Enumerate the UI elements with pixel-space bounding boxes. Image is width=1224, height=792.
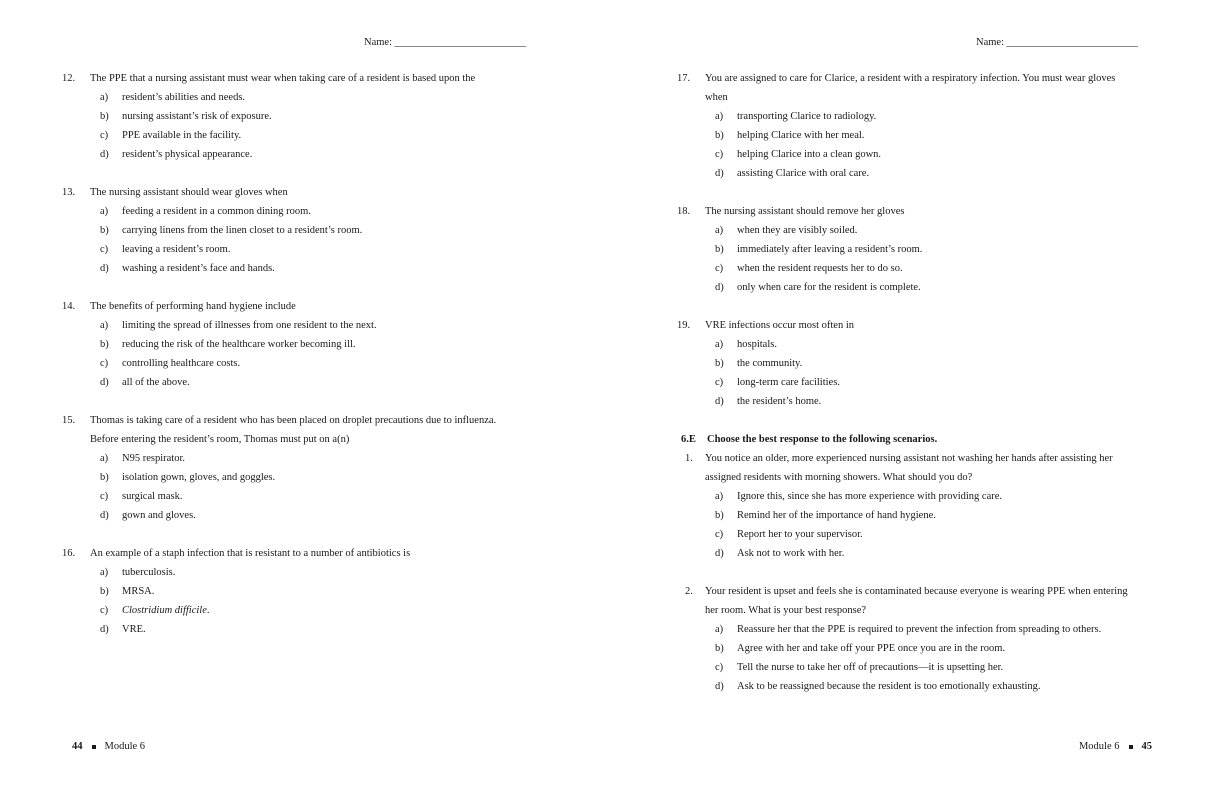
answer-option[interactable] <box>677 126 1167 145</box>
question-19 <box>677 316 1167 411</box>
option-text: surgical mask. <box>122 491 183 502</box>
option-letter: a) <box>715 491 724 502</box>
answer-option[interactable] <box>62 449 542 468</box>
name-field-line: Name: _________________________ <box>364 37 526 48</box>
question-list <box>677 69 1167 715</box>
option-text: helping Clarice with her meal. <box>737 130 865 141</box>
option-text: carrying linens from the linen closet to a resident’s room. <box>122 225 363 236</box>
option-text: hospitals. <box>737 339 777 350</box>
answer-option[interactable] <box>677 335 1167 354</box>
option-text: immediately after leaving a resident’s room. <box>737 244 923 255</box>
option-text: limiting the spread of illnesses from one resident to the next. <box>122 320 377 331</box>
option-letter: d) <box>715 548 724 559</box>
answer-option[interactable] <box>62 88 542 107</box>
page-footer <box>72 741 145 752</box>
option-text: resident’s abilities and needs. <box>122 92 246 103</box>
option-text-italic: Clostridium difficile <box>122 605 207 616</box>
option-text: the community. <box>737 358 803 369</box>
module-label: Module 6 <box>1078 741 1120 752</box>
option-letter: b) <box>100 225 109 236</box>
section-heading <box>677 430 1167 449</box>
answer-option[interactable] <box>677 259 1167 278</box>
question-number: 13. <box>62 187 76 198</box>
option-letter: c) <box>715 149 724 160</box>
option-text: Agree with her and take off your PPE once you are in the room. <box>737 643 1006 654</box>
question-18 <box>677 202 1167 297</box>
option-letter: b) <box>100 339 109 350</box>
option-letter: d) <box>100 377 109 388</box>
option-letter: b) <box>715 510 724 521</box>
answer-option[interactable] <box>677 658 1167 677</box>
option-letter: c) <box>715 377 724 388</box>
option-letter: d) <box>100 149 109 160</box>
answer-option[interactable] <box>62 126 542 145</box>
option-text: Reassure her that the PPE is required to prevent the infection from spreading to others. <box>737 624 1102 635</box>
question-text: Thomas is taking care of a resident who has been placed on droplet precautions due to influenza. <box>90 415 497 426</box>
option-letter: a) <box>100 320 109 331</box>
question-number: 17. <box>677 73 691 84</box>
question-text: The nursing assistant should wear gloves when <box>90 187 288 198</box>
option-letter: b) <box>715 643 724 654</box>
module-label: Module 6 <box>104 741 146 752</box>
answer-option[interactable] <box>677 107 1167 126</box>
option-letter: a) <box>715 339 724 350</box>
option-text: PPE available in the facility. <box>122 130 242 141</box>
question-text-continued: when <box>705 92 728 103</box>
question-number: 15. <box>62 415 76 426</box>
answer-option[interactable] <box>677 487 1167 506</box>
option-letter: d) <box>715 168 724 179</box>
answer-option[interactable] <box>62 259 542 278</box>
option-text: the resident’s home. <box>737 396 822 407</box>
option-letter: c) <box>100 358 109 369</box>
option-text: gown and gloves. <box>122 510 196 521</box>
option-letter: b) <box>715 130 724 141</box>
option-text: all of the above. <box>122 377 190 388</box>
option-letter: d) <box>100 510 109 521</box>
question-15 <box>62 411 542 525</box>
option-text <box>122 601 210 620</box>
option-letter: b) <box>715 358 724 369</box>
scenario-2 <box>677 582 1167 696</box>
answer-option[interactable] <box>677 677 1167 696</box>
option-text: resident’s physical appearance. <box>122 149 253 160</box>
question-number: 14. <box>62 301 76 312</box>
answer-option[interactable] <box>62 373 542 392</box>
answer-option[interactable] <box>62 145 542 164</box>
option-text: nursing assistant’s risk of exposure. <box>122 111 272 122</box>
answer-option[interactable] <box>677 278 1167 297</box>
option-letter: d) <box>715 396 724 407</box>
page-footer <box>1079 741 1152 752</box>
option-text: MRSA. <box>122 586 155 597</box>
option-letter: c) <box>100 491 109 502</box>
right-page <box>612 0 1224 792</box>
question-number: 12. <box>62 73 76 84</box>
answer-option[interactable] <box>62 354 542 373</box>
option-letter: d) <box>100 263 109 274</box>
answer-option[interactable] <box>62 468 542 487</box>
answer-option[interactable] <box>677 620 1167 639</box>
option-letter: d) <box>100 624 109 635</box>
option-letter: a) <box>100 567 109 578</box>
question-text: An example of a staph infection that is resistant to a number of antibiotics is <box>90 548 411 559</box>
option-letter: c) <box>715 263 724 274</box>
scenario-number: 1. <box>685 453 693 464</box>
option-text: assisting Clarice with oral care. <box>737 168 870 179</box>
scenario-1 <box>677 449 1167 563</box>
option-letter: c) <box>100 130 109 141</box>
question-text: You are assigned to care for Clarice, a resident with a respiratory infection. You must wear gloves <box>705 73 1116 84</box>
option-text: VRE. <box>122 624 146 635</box>
option-text: only when care for the resident is complete. <box>737 282 921 293</box>
answer-option[interactable] <box>62 582 542 601</box>
option-text: when the resident requests her to do so. <box>737 263 903 274</box>
option-letter: c) <box>715 662 724 673</box>
scenario-text: You notice an older, more experienced nursing assistant not washing her hands after assisting her <box>705 453 1113 464</box>
option-letter: a) <box>715 111 724 122</box>
option-text: feeding a resident in a common dining room. <box>122 206 311 217</box>
option-text: Tell the nurse to take her off of precautions—it is upsetting her. <box>737 662 1004 673</box>
answer-option[interactable] <box>62 506 542 525</box>
option-text: tuberculosis. <box>122 567 176 578</box>
option-letter: a) <box>100 92 109 103</box>
option-letter: a) <box>100 206 109 217</box>
section-title: Choose the best response to the following scenarios. <box>707 434 938 445</box>
scenario-text-continued: assigned residents with morning showers. What should you do? <box>705 472 973 483</box>
question-number: 16. <box>62 548 76 559</box>
option-text: long-term care facilities. <box>737 377 840 388</box>
question-14 <box>62 297 542 392</box>
footer-bullet-icon <box>1129 745 1133 749</box>
question-17 <box>677 69 1167 183</box>
section-number: 6.E <box>681 434 696 445</box>
option-text: reducing the risk of the healthcare worker becoming ill. <box>122 339 356 350</box>
answer-option[interactable] <box>62 563 542 582</box>
answer-option[interactable] <box>62 620 542 639</box>
question-16 <box>62 544 542 639</box>
option-text: Remind her of the importance of hand hygiene. <box>737 510 936 521</box>
scenario-text: Your resident is upset and feels she is contaminated because everyone is wearing PPE when entering <box>705 586 1128 597</box>
answer-option[interactable] <box>62 601 542 620</box>
answer-option[interactable] <box>677 240 1167 259</box>
answer-option[interactable] <box>677 145 1167 164</box>
answer-option[interactable] <box>62 221 542 240</box>
page-number: 44 <box>72 741 83 752</box>
answer-option[interactable] <box>62 107 542 126</box>
answer-option[interactable] <box>677 639 1167 658</box>
scenario-text-continued: her room. What is your best response? <box>705 605 867 616</box>
option-text: leaving a resident’s room. <box>122 244 231 255</box>
option-letter: b) <box>100 586 109 597</box>
option-text: washing a resident’s face and hands. <box>122 263 275 274</box>
footer-bullet-icon <box>92 745 96 749</box>
option-letter: c) <box>100 244 109 255</box>
answer-option[interactable] <box>677 392 1167 411</box>
option-letter: a) <box>715 624 724 635</box>
answer-option[interactable] <box>62 316 542 335</box>
answer-option[interactable] <box>62 202 542 221</box>
answer-option[interactable] <box>62 335 542 354</box>
answer-option[interactable] <box>677 354 1167 373</box>
question-number: 18. <box>677 206 691 217</box>
option-text-period: . <box>206 605 210 616</box>
option-text: when they are visibly soiled. <box>737 225 858 236</box>
question-text-continued: Before entering the resident’s room, Thomas must put on a(n) <box>90 434 350 445</box>
option-text: controlling healthcare costs. <box>122 358 241 369</box>
answer-option[interactable] <box>677 221 1167 240</box>
answer-option[interactable] <box>677 164 1167 183</box>
answer-option[interactable] <box>677 544 1167 563</box>
option-text: Ask to be reassigned because the resident is too emotionally exhausting. <box>737 681 1041 692</box>
answer-option[interactable] <box>677 506 1167 525</box>
question-text: The PPE that a nursing assistant must wear when taking care of a resident is based upon the <box>90 73 476 84</box>
option-text: Report her to your supervisor. <box>737 529 863 540</box>
question-text: The nursing assistant should remove her gloves <box>705 206 905 217</box>
question-12 <box>62 69 542 164</box>
option-letter: c) <box>100 605 109 616</box>
name-field-line: Name: _________________________ <box>976 37 1138 48</box>
option-text: Ask not to work with her. <box>737 548 845 559</box>
option-text: N95 respirator. <box>122 453 185 464</box>
question-13 <box>62 183 542 278</box>
page-number: 45 <box>1141 741 1152 752</box>
option-letter: d) <box>715 282 724 293</box>
option-letter: b) <box>100 111 109 122</box>
option-text: helping Clarice into a clean gown. <box>737 149 882 160</box>
option-text: isolation gown, gloves, and goggles. <box>122 472 276 483</box>
scenario-number: 2. <box>685 586 693 597</box>
option-letter: c) <box>715 529 724 540</box>
option-text: transporting Clarice to radiology. <box>737 111 877 122</box>
question-number: 19. <box>677 320 691 331</box>
option-letter: d) <box>715 681 724 692</box>
answer-option[interactable] <box>62 487 542 506</box>
question-text: VRE infections occur most often in <box>705 320 855 331</box>
question-list <box>62 69 542 658</box>
option-letter: a) <box>100 453 109 464</box>
answer-option[interactable] <box>677 525 1167 544</box>
option-text: Ignore this, since she has more experience with providing care. <box>737 491 1003 502</box>
option-letter: a) <box>715 225 724 236</box>
answer-option[interactable] <box>62 240 542 259</box>
answer-option[interactable] <box>677 373 1167 392</box>
option-letter: b) <box>715 244 724 255</box>
option-letter: b) <box>100 472 109 483</box>
question-text: The benefits of performing hand hygiene include <box>90 301 296 312</box>
